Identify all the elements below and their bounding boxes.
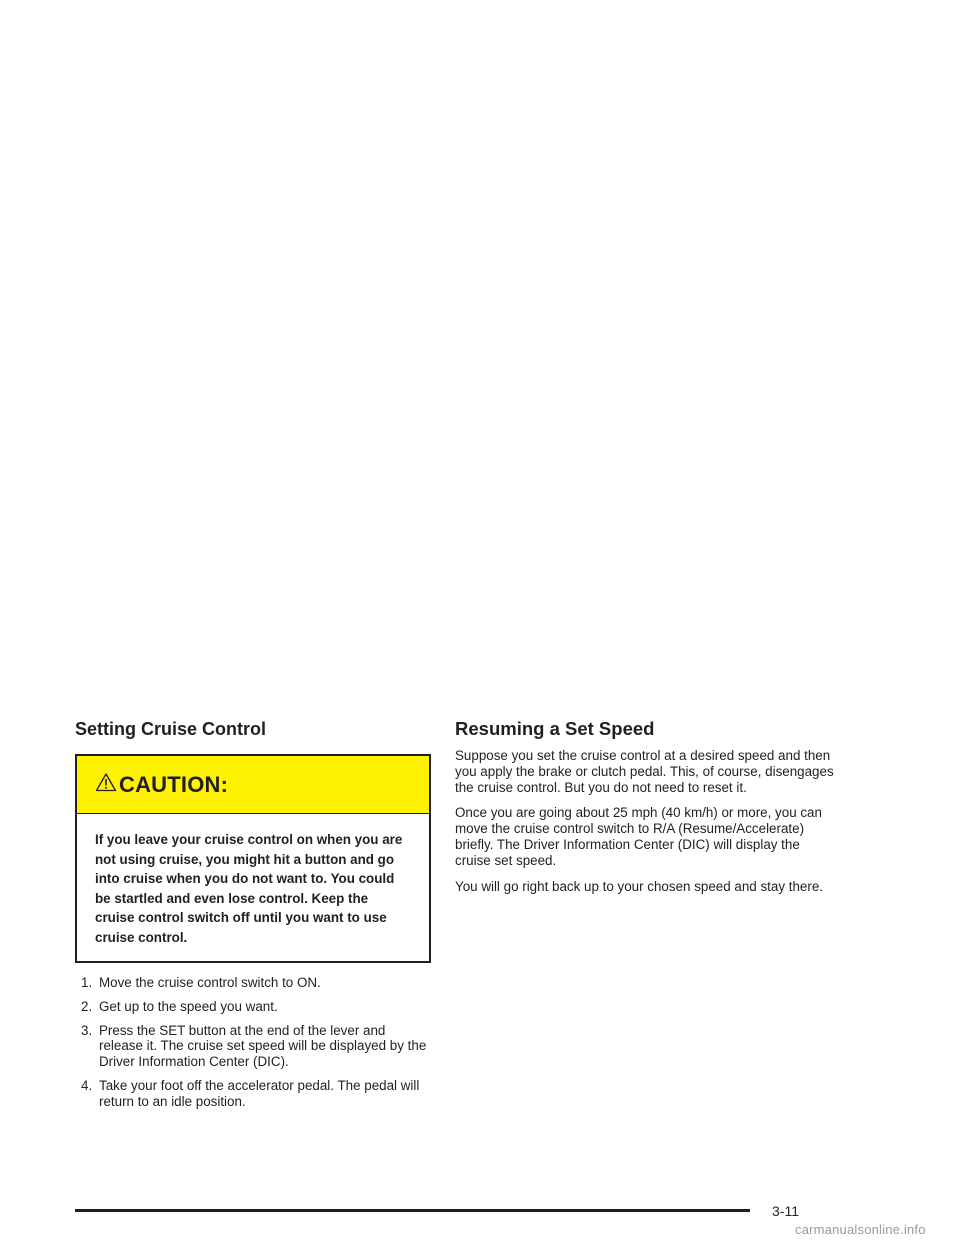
step-number: 3. bbox=[81, 1022, 93, 1038]
paragraph: Once you are going about 25 mph (40 km/h) or more, you can move the cruise control switch to R/A (Resume/Accelerate) briefly. The Driver Information Center (DIC) will display the cruise set speed. bbox=[455, 805, 822, 868]
step-text: Take your foot off the accelerator pedal. The pedal will return to an idle position. bbox=[99, 1077, 420, 1109]
list-item bbox=[81, 1023, 431, 1070]
paragraph: You will go right back up to your chosen speed and stay there. bbox=[455, 878, 823, 894]
step-text: Get up to the speed you want. bbox=[99, 998, 278, 1014]
step-text: Press the SET button at the end of the lever and release it. The cruise set speed will be displayed by the Driver Information Center (DIC). bbox=[99, 1022, 427, 1070]
caution-icon bbox=[95, 772, 117, 792]
page-number: 3-11 bbox=[772, 1203, 799, 1219]
steps-list bbox=[75, 975, 431, 1110]
step-number: 1. bbox=[81, 975, 93, 990]
list-item bbox=[81, 1078, 431, 1110]
step-text: Move the cruise control switch to ON. bbox=[99, 975, 321, 990]
section-heading-setting-cruise: Setting Cruise Control bbox=[75, 719, 267, 739]
step-number: 2. bbox=[81, 998, 93, 1014]
paragraph: Suppose you set the cruise control at a desired speed and then you apply the brake or clutch pedal. This, of course, disengages the cruise control. But you do not need to reset it. bbox=[455, 748, 834, 795]
section-heading-resuming-speed: Resuming a Set Speed bbox=[455, 718, 655, 739]
step-number: 4. bbox=[81, 1077, 93, 1093]
list-item bbox=[81, 999, 431, 1015]
right-column bbox=[455, 718, 835, 894]
caution-label: CAUTION: bbox=[119, 771, 229, 797]
caution-box bbox=[75, 754, 431, 963]
caution-header bbox=[77, 756, 429, 814]
list-item bbox=[81, 975, 431, 991]
watermark: carmanualsonline.info bbox=[795, 1222, 926, 1237]
left-column bbox=[75, 718, 431, 1118]
footer-rule bbox=[75, 1209, 750, 1212]
caution-text: If you leave your cruise control on when you are not using cruise, you might hit a button and go into cruise when you do not want to. You could be startled and even lose control. Keep the cruise control switch off until you want to use cruise control. bbox=[95, 832, 403, 945]
